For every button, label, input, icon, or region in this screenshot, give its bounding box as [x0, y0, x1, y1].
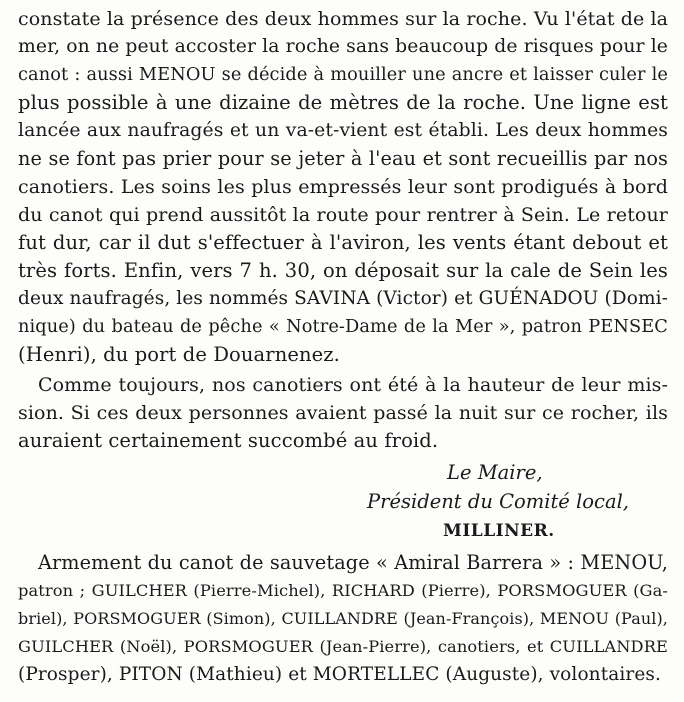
- paragraph-line: lancée aux naufragés et un va-et-vient est établi. Les deux hommes: [18, 120, 668, 141]
- paragraph-line: ne se font pas prier pour se jeter à l'eau et sont recueillis par nos: [18, 147, 668, 170]
- paragraph-line: plus possible à une dizaine de mètres de la roche. Une ligne est: [18, 91, 668, 114]
- signature-role: Président du Comité local,: [367, 490, 630, 513]
- paragraph-line: constate la présence des deux hommes sur la roche. Vu l'état de la: [18, 8, 669, 30]
- paragraph-line: deux naufragés, les nommés SAVINA (Victor) et GUÉNADOU (Domi-: [18, 288, 668, 309]
- signature-name: MILLINER.: [443, 521, 555, 541]
- paragraph-line: sion. Si ces deux personnes avaient passé la nuit sur ce rocher, ils: [18, 402, 668, 424]
- paragraph-line: Armement du canot de sauvetage « Amiral Barrera » : MENOU,: [38, 551, 668, 574]
- paragraph-line: patron ; GUILCHER (Pierre-Michel), RICHARD (Pierre), PORSMOGUER (Ga-: [18, 581, 668, 600]
- paragraph-line: auraient certainement succombé au froid.: [18, 429, 439, 452]
- paragraph-line: GUILCHER (Noël), PORSMOGUER (Jean-Pierre), canotiers, et CUILLANDRE: [18, 637, 668, 656]
- paragraph-line: mer, on ne peut accoster la roche sans beaucoup de risques pour le: [18, 36, 668, 57]
- signature-title: Le Maire,: [447, 461, 543, 484]
- paragraph-line: canot : aussi MENOU se décide à mouiller une ancre et laisser culer le: [18, 65, 668, 85]
- paragraph-line: Comme toujours, nos canotiers ont été à la hauteur de leur mis-: [38, 374, 668, 396]
- paragraph-line: (Prosper), PITON (Mathieu) et MORTELLEC (Auguste), volontaires.: [18, 664, 661, 685]
- paragraph-line: très forts. Enfin, vers 7 h. 30, on déposait sur la cale de Sein les: [18, 259, 668, 282]
- paragraph-line: canotiers. Les soins les plus empressés leur sont prodigués à bord: [18, 176, 668, 198]
- paragraph-line: nique) du bateau de pêche « Notre-Dame de la Mer », patron PENSEC: [18, 317, 668, 337]
- paragraph-line: briel), PORSMOGUER (Simon), CUILLANDRE (Jean-François), MENOU (Paul),: [18, 609, 668, 628]
- paragraph-line: du canot qui prend aussitôt la route pour rentrer à Sein. Le retour: [18, 204, 668, 226]
- paragraph-line: fut dur, car il dut s'effectuer à l'aviron, les vents étant debout et: [18, 231, 668, 254]
- paragraph-line: (Henri), du port de Douarnenez.: [18, 343, 340, 366]
